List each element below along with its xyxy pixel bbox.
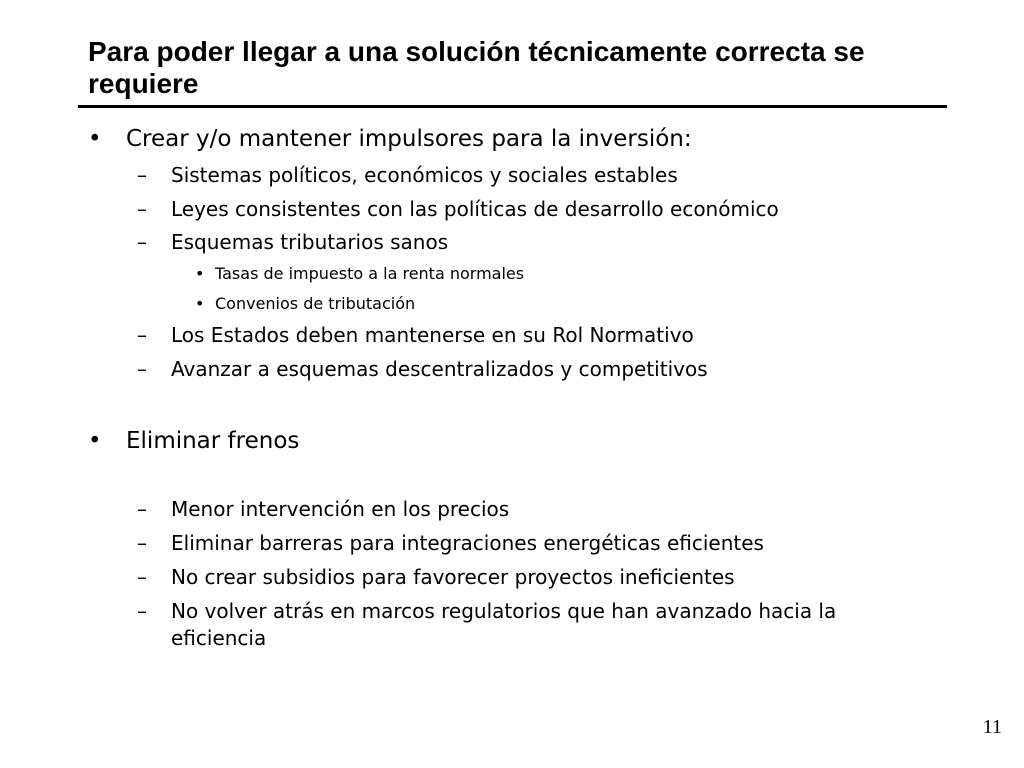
sub-list-item-text: Tasas de impuesto a la renta normales: [215, 264, 525, 283]
list-item: [137, 564, 735, 591]
list-item: [137, 598, 931, 652]
bullet-marker: •: [195, 294, 205, 313]
dash-marker: –: [137, 197, 147, 221]
list-item-text: No crear subsidios para favorecer proyectos ineficientes: [171, 565, 735, 589]
bullet-investment-drivers: [88, 125, 692, 153]
list-item-text: Sistemas políticos, económicos y sociales estables: [171, 163, 678, 187]
list-item-text: Esquemas tributarios sanos: [171, 230, 449, 254]
dash-marker: –: [137, 230, 147, 254]
list-item-text: Avanzar a esquemas descentralizados y competitivos: [171, 357, 708, 381]
list-item: [137, 322, 694, 349]
bullet-text: Crear y/o mantener impulsores para la inversión:: [126, 126, 692, 152]
dash-marker: –: [137, 323, 147, 347]
sub-list-item: [195, 293, 416, 315]
bullet-marker: •: [88, 126, 102, 152]
dash-marker: –: [137, 357, 147, 381]
dash-marker: –: [137, 599, 147, 623]
bullet-marker: •: [88, 428, 102, 454]
title-underline: [78, 105, 947, 108]
list-item-text: No volver atrás en marcos regulatorios que han avanzado hacia la eficiencia: [171, 599, 837, 650]
list-item-text: Leyes consistentes con las políticas de desarrollo económico: [171, 197, 779, 221]
list-item-text: Los Estados deben mantenerse en su Rol Normativo: [171, 323, 694, 347]
bullet-remove-barriers: [88, 427, 300, 455]
list-item-text: Menor intervención en los precios: [171, 497, 510, 521]
bullet-text: Eliminar frenos: [126, 428, 300, 454]
dash-marker: –: [137, 565, 147, 589]
list-item-text: Eliminar barreras para integraciones energéticas eficientes: [171, 531, 764, 555]
list-item: [137, 196, 779, 223]
sub-list-item-text: Convenios de tributación: [215, 294, 416, 313]
list-item: [137, 229, 449, 256]
dash-marker: –: [137, 163, 147, 187]
list-item: [137, 356, 708, 383]
dash-marker: –: [137, 531, 147, 555]
bullet-marker: •: [195, 264, 205, 283]
dash-marker: –: [137, 497, 147, 521]
list-item: [137, 530, 764, 557]
slide-title: Para poder llegar a una solución técnicamente correcta se requiere: [88, 36, 865, 99]
sub-list-item: [195, 263, 525, 285]
list-item: [137, 496, 510, 523]
page-number: 11: [982, 716, 1002, 738]
list-item: [137, 162, 678, 189]
